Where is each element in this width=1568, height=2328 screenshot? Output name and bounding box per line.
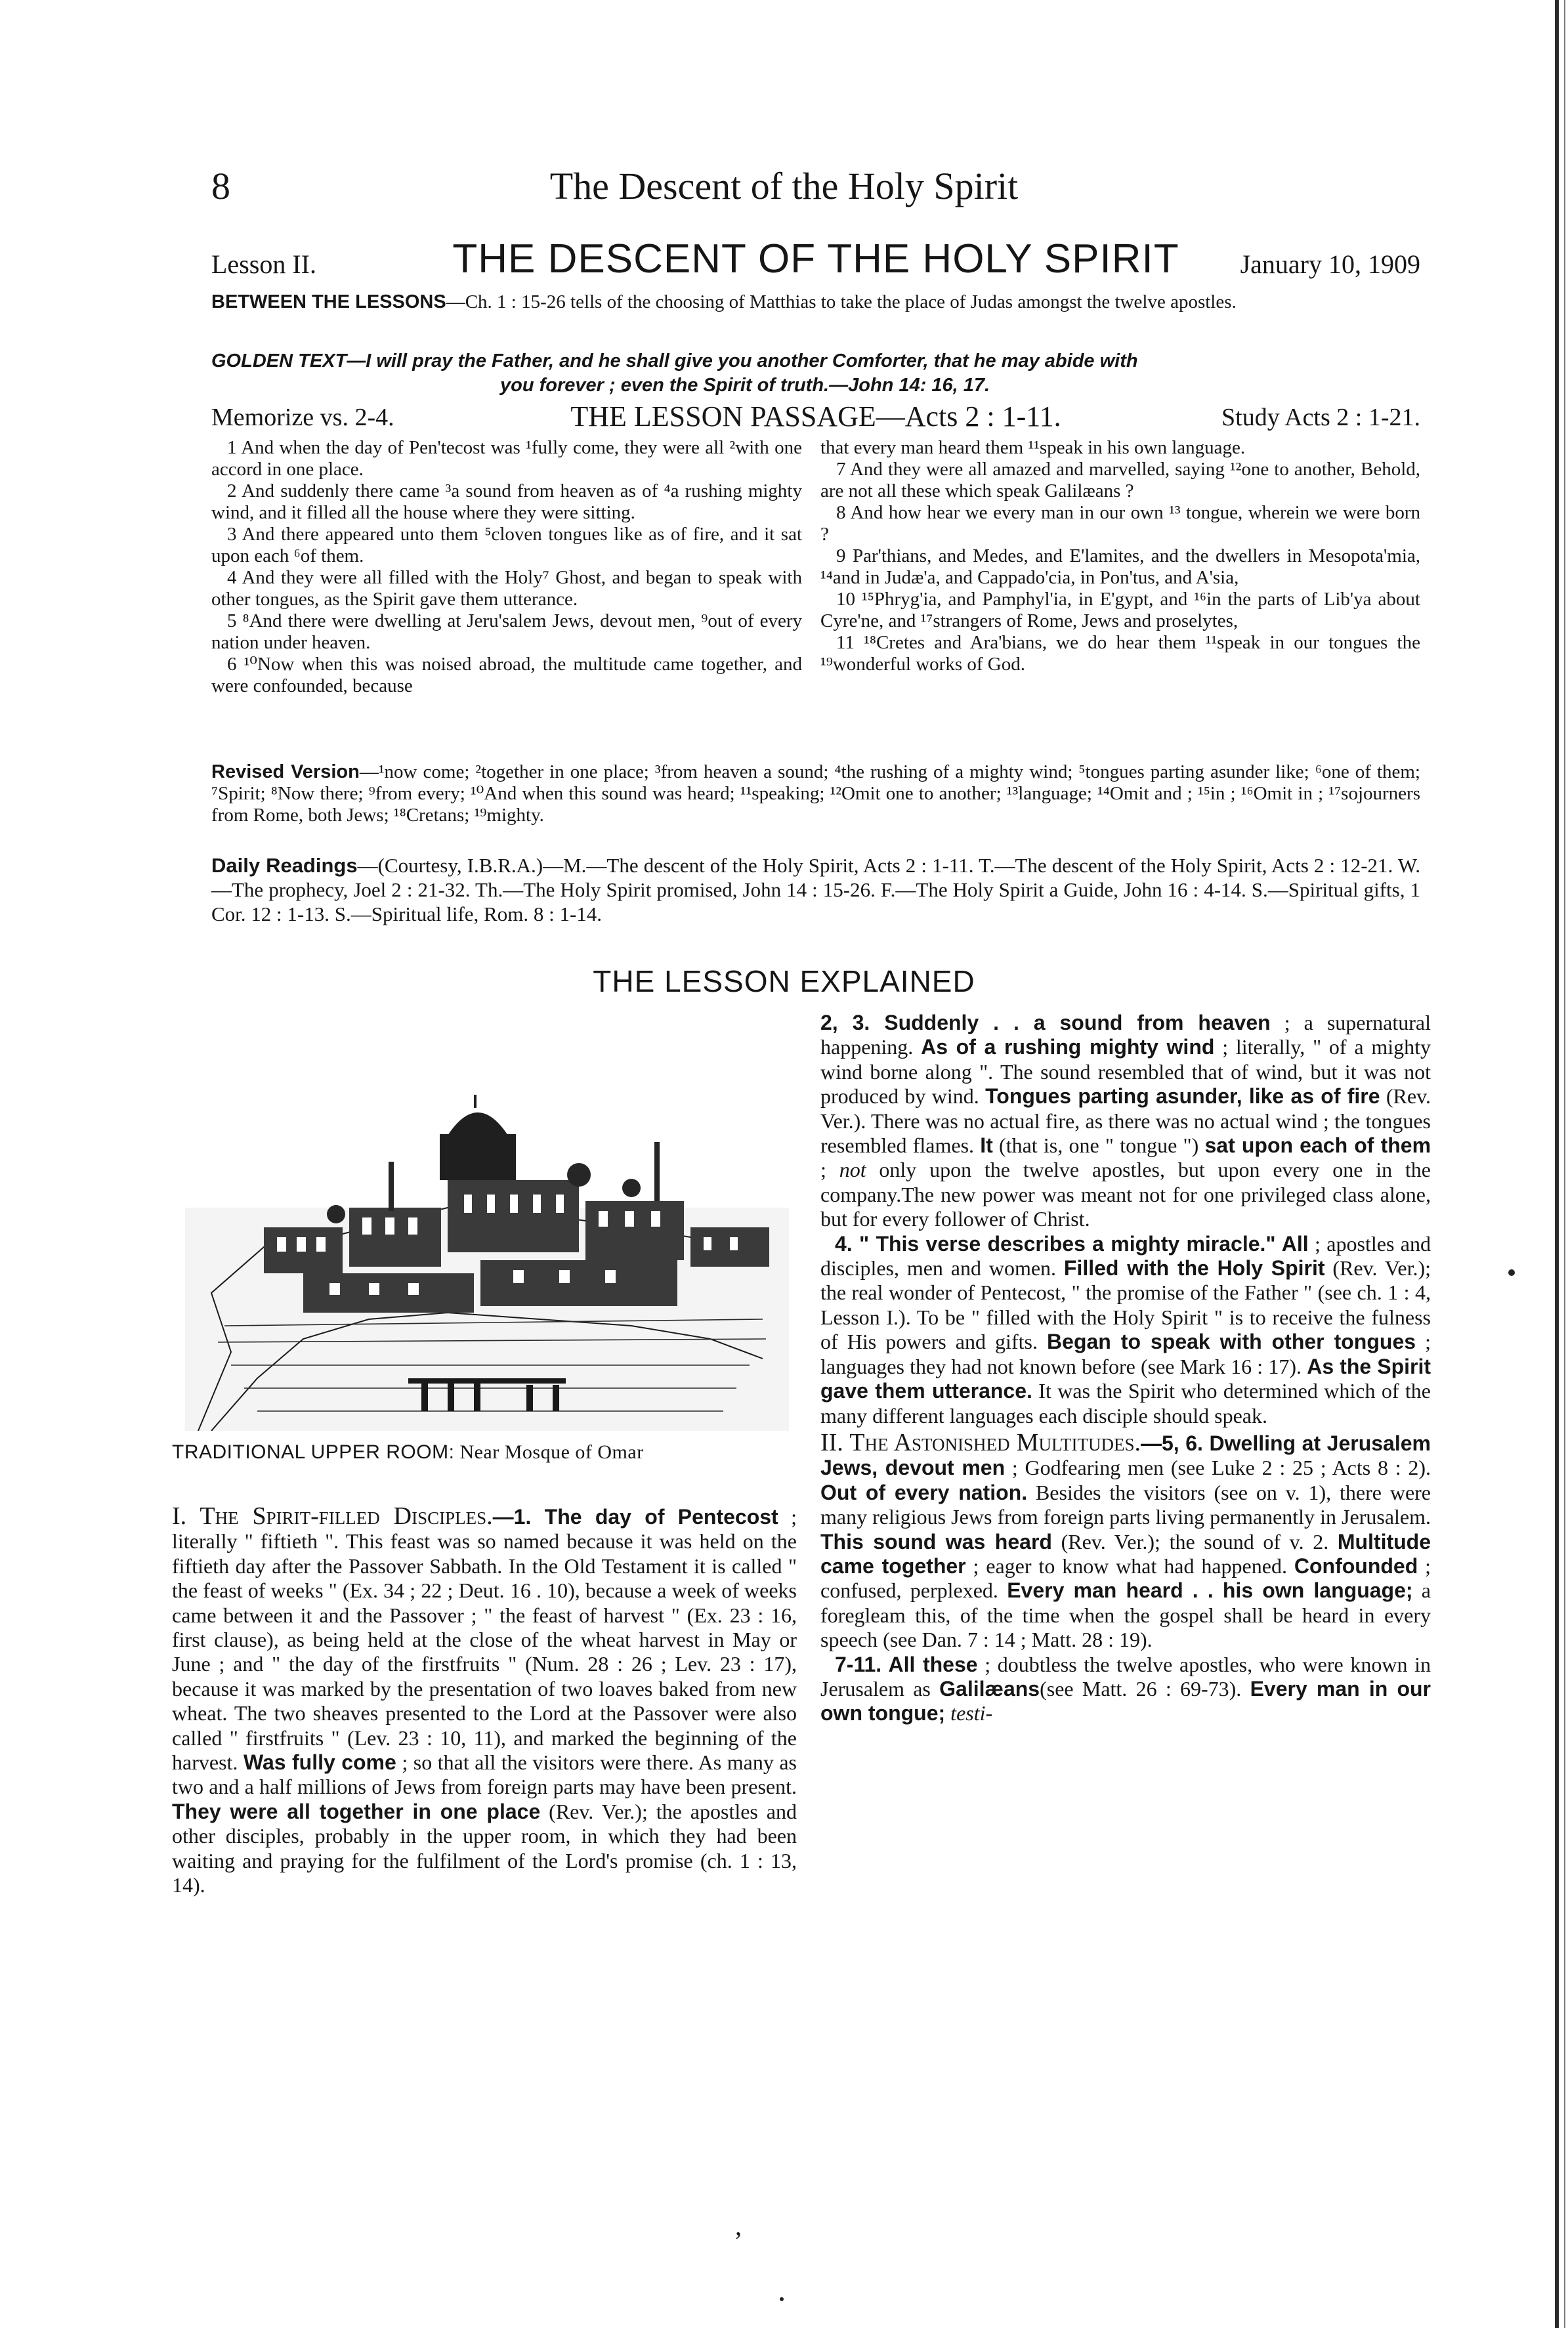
lesson-passage-title: THE LESSON PASSAGE—Acts 2 : 1-11. [570,400,1061,433]
verse-3: 3 And there appeared unto them ⁵cloven tongues like as of fire, and it sat upon each ⁶of them. [211,524,802,566]
verse-9: 9 Par'thians, and Medes, and E'lamites, and the dwellers in Mesopota'mia, ¹⁴and in Judæ'a, and Cappado'cia, in Pon'tus, and A'sia, [820,545,1420,588]
footer-mark: , [735,2211,742,2241]
verse-7: 7 And they were all amazed and marvelled, saying ¹²one to another, Behold, are not all these which speak Galilæans ? [820,459,1420,501]
verses-right-column [820,437,1420,675]
note-verse-4: 4. " This verse describes a mighty miracle." All ; apostles and disciples, men and women. Filled with the Holy Spirit (Rev. Ver.); the real wonder of Pentecost, " the promise of the Father " (see ch. 1 : 4, Lesson I.). To be " filled with the Holy Spirit " is to receive the fulness of His powers and gifts. Began to speak with other tongues ; languages they had not known before (see Mark 16 : 17). As the Spirit gave them utterance. It was the Spirit who determined which of the many different languages each disciple should speak. [820,1231,1431,1428]
section-1-spirit-filled-disciples [172,1504,797,1898]
lesson-title: THE DESCENT OF THE HOLY SPIRIT [452,236,1179,282]
page-edge-shadow [1555,0,1559,2328]
kw-was-fully-come: Was fully come [243,1750,396,1775]
verse-6-continued: that every man heard them ¹¹speak in his own language. [820,437,1246,458]
daily-readings [211,853,1420,926]
margin-speck [1508,1269,1515,1276]
golden-line-2: you forever ; even the Spirit of truth.—John 14: 16, 17. [500,375,990,396]
section-1-heading: I. The Spirit-filled Disciples. [172,1502,493,1530]
lesson-heading [211,236,1420,282]
verse-11: 11 ¹⁸Cretes and Ara'bians, we do hear them ¹¹speak in our tongues the ¹⁹wonderful works of God. [820,632,1420,675]
verse-10: 10 ¹⁵Phryg'ia, and Pamphyl'ia, in E'gypt, and ¹⁶in the parts of Lib'ya about Cyre'ne, and ¹⁷strangers of Rome, Jews and proselytes, [820,589,1420,631]
kw-day-of-pentecost: The day of Pentecost [544,1505,778,1529]
between-the-lessons [211,290,1420,314]
verse-8: 8 And how hear we every man in our own ¹³ tongue, wherein we were born ? [820,502,1420,545]
note-verses-2-3: 2, 3. Suddenly . . a sound from heaven ; a supernatural happening. As of a rushing mighty wind ; literally, " of a mighty wind borne along ". The sound resembled that of wind, but it was not produced by wind. Tongues parting asunder, like as of fire (Rev. Ver.). There was no actual fire, as there was no actual wind ; the tongues resembled flames. It (that is, one " tongue ") sat upon each of them ; not only upon the twelve apostles, but upon every one in the company.The new power was meant not for one privileged class alone, but for every follower of Christ. [820,1011,1431,1231]
figure-caption [172,1441,797,1464]
verse-5: 5 ⁸And there were dwelling at Jeru'salem Jews, devout men, ⁹out of every nation under heaven. [211,610,802,653]
revised-text: —¹now come; ²together in one place; ³from heaven a sound; ⁴the rushing of a mighty wind; ⁵tongues parting asunder like; ⁶one of them; ⁷Spirit; ⁸Now there; ⁹from every; ¹⁰And when this sound was heard; ¹¹speaking; ¹²Omit one to another; ¹³language; ¹⁴Omit and ; ¹⁵in ; ¹⁶Omit in ; ¹⁷sojourners from Rome, both Jews; ¹⁸Cretans; ¹⁹mighty. [211,761,1420,826]
upper-room-engraving [172,1011,797,1424]
revised-version-notes [211,761,1420,826]
note-verses-7-11: 7-11. All these ; doubtless the twelve apostles, who were known in Jerusalem as Galilæans(see Matt. 26 : 69-73). Every man in our own tongue; testi- [820,1652,1431,1725]
engraving-illustration [172,1011,797,1431]
verses-left-column [211,437,802,697]
verse-2: 2 And suddenly there came ³a sound from heaven as of ⁴a rushing mighty wind, and it filled all the house where they were sitting. [211,480,802,523]
lesson-explained-heading: THE LESSON EXPLAINED [593,964,975,998]
verse-6: 6 ¹⁰Now when this was noised abroad, the multitude came together, and were confounded, because [211,654,802,696]
study-verses: Study Acts 2 : 1-21. [1221,404,1420,431]
lesson-number: Lesson II. [211,249,316,279]
explained-right-column [820,1011,1431,1726]
verse-1: 1 And when the day of Pen'tecost was ¹fully come, they were all ²with one accord in one place. [211,437,802,480]
page-number: 8 [211,165,230,207]
between-text: —Ch. 1 : 15-26 tells of the choosing of Matthias to take the place of Judas amongst the twelve apostles. [446,291,1237,312]
daily-label: Daily Readings [211,854,358,877]
running-head-title: The Descent of the Holy Spirit [549,165,1019,207]
caption-heading: TRADITIONAL UPPER ROOM: [172,1441,455,1463]
section-2-heading: II. The Astonished Multitudes. [820,1428,1141,1456]
golden-line-1: —I will pray the Father, and he shall give you another Comforter, that he may abide with [347,350,1138,371]
memorize-verses: Memorize vs. 2-4. [211,404,394,431]
verse-4: 4 And they were all filled with the Holy⁷ Ghost, and began to speak with other tongues, as the Spirit gave them utterance. [211,567,802,610]
bottom-speck [780,2297,784,2301]
section-2-astonished-multitudes: II. The Astonished Multitudes.—5, 6. Dwelling at Jerusalem Jews, devout men ; Godfearing men (see Luke 2 : 25 ; Acts 8 : 2). Out of every nation. Besides the visitors (see on v. 1), there were many religious Jews from foreign parts living permanently in Jerusalem. This sound was heard (Rev. Ver.); the sound of v. 2. Multitude came together ; eager to know what had happened. Confounded ; confused, perplexed. Every man heard . . his own language; a foregleam this, of the time when the gospel shall be heard in every speech (see Dan. 7 : 14 ; Matt. 28 : 19). [820,1428,1431,1652]
kw-all-together: They were all together in one place [172,1799,541,1823]
caption-rest: Near Mosque of Omar [454,1441,644,1463]
between-label: BETWEEN THE LESSONS [211,291,446,312]
lesson-date: January 10, 1909 [1240,249,1420,279]
daily-text: —(Courtesy, I.B.R.A.)—M.—The descent of the Holy Spirit, Acts 2 : 1-11. T.—The descent of the Holy Spirit, Acts 2 : 12-21. W.—The prophecy, Joel 2 : 21-32. Th.—The Holy Spirit promised, John 14 : 15-26. F.—The Holy Spirit a Guide, John 16 : 4-14. S.—Spiritual gifts, 1 Cor. 12 : 1-13. S.—Spiritual life, Rom. 8 : 1-14. [211,854,1420,925]
golden-text [211,349,1420,398]
revised-label: Revised Version [211,761,360,782]
golden-label: GOLDEN TEXT [211,350,347,371]
section-1-paragraph: I. The Spirit-filled Disciples.—1. The day of Pentecost ; literally " fiftieth ". This feast was so named because it was held on the fiftieth day after the Passover Sabbath. In the Old Testament it is called " the feast of weeks " (Ex. 34 ; 22 ; Deut. 16 . 10), because a week of weeks came between it and the Passover ; " the feast of harvest " (Ex. 23 : 16, first clause), as being held at the close of the wheat harvest in May or June ; and " the day of the firstfruits " (Num. 28 : 26 ; Lev. 23 : 17), because it was marked by the presentation of two loaves baked from new wheat. The two sheaves presented to the Lord at the Passover were also called " firstfruits " (Lev. 23 : 10, 11), and marked the beginning of the harvest. Was fully come ; so that all the visitors were there. As many as two and a half millions of Jews from foreign parts may have been present. They were all together in one place (Rev. Ver.); the apostles and other disciples, probably in the upper room, in which they had been waiting and praying for the fulfilment of the Lord's promise (ch. 1 : 13, 14). [172,1502,797,1897]
lesson-passage-heading [211,399,1420,433]
page-edge-shadow-thin [1564,0,1565,2328]
